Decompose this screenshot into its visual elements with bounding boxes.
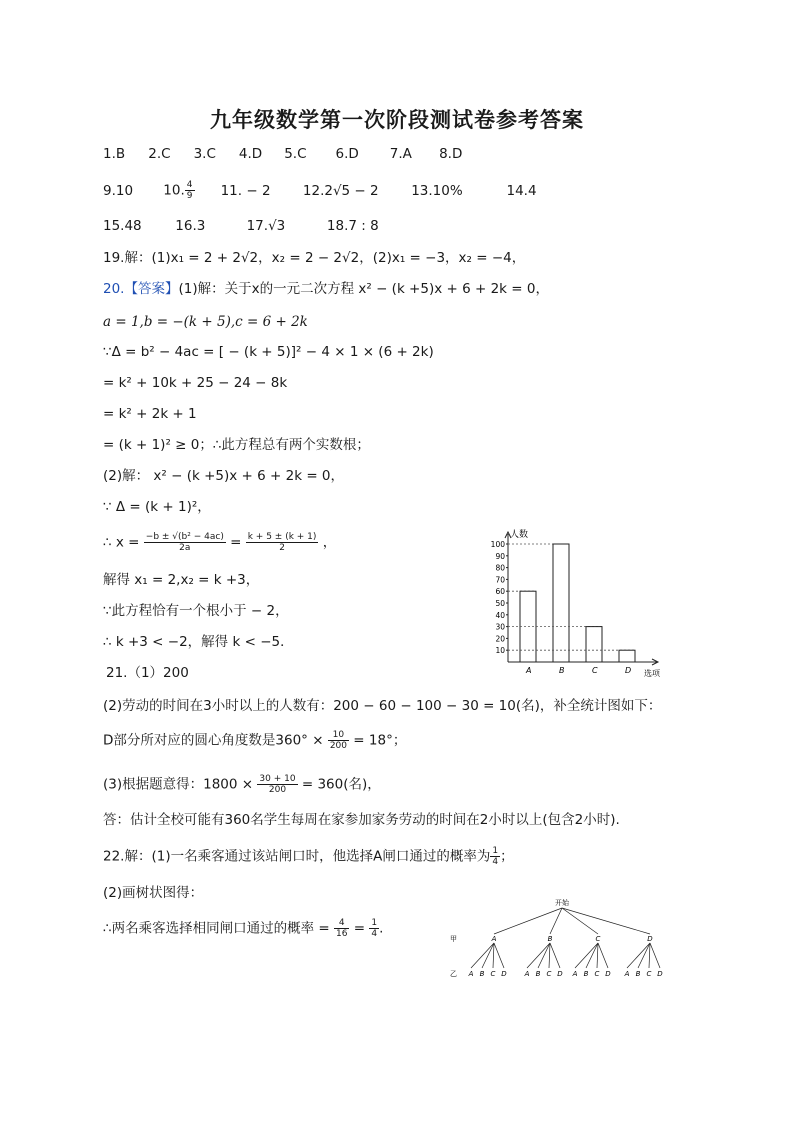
y-tick-label: 50 <box>495 599 505 608</box>
answer-7: 7.A <box>389 146 412 162</box>
bar <box>553 544 569 662</box>
q22-line-3-prefix: ∴两名乘客选择相同闸口通过的概率 = <box>103 920 330 937</box>
roots-fraction <box>246 532 319 553</box>
answer-13: 13.10% <box>411 182 463 199</box>
tree-node-level-1: C <box>595 935 601 943</box>
x-tick-label: D <box>625 666 632 675</box>
q20-line-4: = k² + 10k + 25 − 24 − 8k <box>103 375 288 391</box>
fraction-denominator: 9 <box>186 191 193 201</box>
answer-3: 3.C <box>193 146 216 162</box>
q21-line-3-prefix: D部分所对应的圆心角度数是360° × <box>103 732 324 749</box>
y-tick-label: 70 <box>495 575 505 585</box>
answer-16: 16.3 <box>175 218 206 234</box>
x-tick-label: A <box>526 666 532 675</box>
q21-line-3 <box>103 730 406 751</box>
fraction-numerator: 30 + 10 <box>259 774 296 784</box>
tree-branch <box>550 943 560 968</box>
tree-node-level-2: D <box>657 970 663 978</box>
fraction-denominator: 2a <box>179 543 191 553</box>
tree-node-level-2: B <box>583 970 589 978</box>
bar-chart <box>478 526 668 682</box>
q20-number: 20. <box>103 281 125 297</box>
tree-node-level-2: D <box>557 970 563 978</box>
answer-5: 5.C <box>284 146 307 162</box>
q20-line-11: ∵此方程恰有一个根小于 − 2， <box>103 603 289 619</box>
probability-fraction <box>490 846 500 867</box>
answer-14: 14.4 <box>506 182 537 199</box>
answer-11: 11. − 2 <box>220 182 271 199</box>
tree-branch <box>493 943 494 968</box>
y-tick-label: 60 <box>495 587 505 597</box>
bar <box>619 650 635 662</box>
choice-answers-row <box>103 145 469 163</box>
q20-line-5: = k² + 2k + 1 <box>103 406 197 422</box>
q21-line-3-suffix: = 18°； <box>353 732 407 749</box>
tree-node-level-1: B <box>547 935 553 943</box>
answer-8: 8.D <box>439 146 463 162</box>
y-tick-label: 20 <box>495 634 505 644</box>
tree-branch <box>650 943 660 968</box>
answer-4: 4.D <box>238 146 263 162</box>
q22-line-2: (2)画树状图得： <box>103 885 204 901</box>
tree-node-level-2: B <box>635 970 641 978</box>
q20-line-9 <box>103 532 336 553</box>
fraction-numerator: −b ± √(b² − 4ac) <box>145 532 224 542</box>
result-fraction-b <box>369 918 379 939</box>
q19-solution: 19.解：(1)x₁ = 2 + 2√2，x₂ = 2 − 2√2，(2)x₁ = −3，x₂ = −4， <box>103 250 526 266</box>
answer-6: 6.D <box>335 146 359 162</box>
estimate-fraction <box>257 774 297 795</box>
angle-fraction <box>328 730 349 751</box>
tree-node-level-1: A <box>491 935 497 943</box>
fraction-numerator: k + 5 ± (k + 1) <box>247 532 317 542</box>
q21-conclusion: 答：估计全校可能有360名学生每周在家参加家务劳动的时间在2小时以上(包含2小时). <box>103 812 620 828</box>
tree-branch <box>562 908 650 934</box>
q21-line-2: (2)劳动的时间在3小时以上的人数有：200 − 60 − 100 − 30 = 10(名)，补全统计图如下： <box>103 698 662 714</box>
tree-branch <box>549 943 550 968</box>
q21-line-4-prefix: (3)根据题意得：1800 × <box>103 776 254 793</box>
y-tick-label: 90 <box>495 551 505 561</box>
tree-node-level-2: D <box>605 970 611 978</box>
bar <box>586 627 602 662</box>
fraction-denominator: 2 <box>279 543 285 553</box>
answer-9: 9.10 <box>103 182 134 199</box>
q21-line-4 <box>103 774 381 795</box>
equals-sign: = <box>353 920 366 937</box>
y-tick-label: 10 <box>495 646 505 656</box>
q20-line-12: ∴ k +3 < −2，解得 k < −5． <box>103 634 294 650</box>
fraction-denominator: 200 <box>268 785 287 795</box>
fraction-denominator: 4 <box>371 929 378 939</box>
answer-1: 1.B <box>103 146 126 162</box>
q20-line-8: ∵ Δ = (k + 1)²， <box>103 499 211 515</box>
fill-answers-row-1 <box>103 180 556 201</box>
answer-12: 12.2√5 − 2 <box>302 182 379 199</box>
tree-node-level-2: A <box>524 970 530 978</box>
y-tick-label: 30 <box>495 622 505 632</box>
x-tick-label: B <box>559 666 565 675</box>
q22-line-1-suffix: ； <box>500 848 514 865</box>
tree-branch <box>527 943 550 968</box>
tree-branch <box>586 943 598 968</box>
q20-text: (1)解：关于x的一元二次方程 x² − (k +5)x + 6 + 2k = 0， <box>178 281 549 297</box>
fraction-numerator: 1 <box>492 846 499 856</box>
answer-2: 2.C <box>148 146 171 162</box>
tree-branch <box>627 943 650 968</box>
comma: ， <box>322 534 337 551</box>
tree-root: 开始 <box>555 899 569 907</box>
tree-branch <box>649 943 650 968</box>
y-tick-label: 40 <box>495 610 505 620</box>
tree-diagram <box>446 894 682 984</box>
answer-15: 15.48 <box>103 218 142 234</box>
tree-node-level-2: A <box>468 970 474 978</box>
tree-node-level-2: D <box>501 970 507 978</box>
fraction-numerator: 10 <box>328 730 349 741</box>
fraction-denominator: 200 <box>329 741 347 751</box>
q20-line-9-prefix: ∴ x = <box>103 534 140 551</box>
q22-line-3 <box>103 918 383 939</box>
q20-line-10: 解得 x₁ = 2,x₂ = k +3， <box>103 572 260 588</box>
q20-line-2: a = 1,b = −(k + 5),c = 6 + 2k <box>103 314 308 330</box>
answer-17: 17.√3 <box>246 218 286 234</box>
tree-branch <box>494 943 504 968</box>
tree-branch <box>562 908 598 934</box>
x-axis-label: 选项 <box>644 669 660 678</box>
tree-branch <box>597 943 598 968</box>
fraction-numerator: 4 <box>186 180 193 190</box>
q22-line-3-suffix: . <box>379 920 384 937</box>
tree-node-level-2: C <box>646 970 652 978</box>
answer-10-fraction <box>185 180 195 201</box>
quadratic-formula-fraction <box>144 532 226 553</box>
tree-branch <box>482 943 494 968</box>
tree-branch <box>598 943 608 968</box>
q21-line-4-suffix: = 360(名)， <box>301 776 381 793</box>
y-tick-label: 80 <box>495 563 505 573</box>
fraction-denominator: 16 <box>336 929 348 939</box>
tree-node-level-2: C <box>546 970 552 978</box>
tree-node-level-2: B <box>479 970 485 978</box>
q22-line-1 <box>103 846 514 867</box>
tree-level-1-label: 甲 <box>450 935 457 943</box>
equals-sign: = <box>230 534 242 551</box>
tree-branch <box>575 943 598 968</box>
answer-18: 18.7 : 8 <box>326 218 379 234</box>
y-axis-label: 人数 <box>510 530 529 540</box>
page-title: 九年级数学第一次阶段测试卷参考答案 <box>210 108 584 132</box>
fraction-numerator: 4 <box>334 918 349 929</box>
tree-branch <box>638 943 650 968</box>
answer-tag: 【答案】 <box>124 281 179 297</box>
answer-10-prefix: 10. <box>163 182 185 199</box>
tree-node-level-2: A <box>624 970 630 978</box>
fraction-denominator: 4 <box>492 857 499 867</box>
q20-line-1 <box>103 280 549 298</box>
y-tick-label: 100 <box>490 540 505 549</box>
tree-node-level-2: C <box>594 970 600 978</box>
fill-answers-row-2 <box>103 217 397 235</box>
q22-line-1-prefix: 22.解：(1)一名乘客通过该站闸口时，他选择A闸口通过的概率为 <box>103 848 491 865</box>
tree-level-2-label: 乙 <box>450 970 457 978</box>
q20-line-7: (2)解： x² − (k +5)x + 6 + 2k = 0， <box>103 468 345 484</box>
tree-node-level-1: D <box>647 935 653 943</box>
fraction-numerator: 1 <box>371 918 378 928</box>
q20-line-3: ∵Δ = b² − 4ac = [ − (k + 5)]² − 4 × 1 × (6 + 2k) <box>103 344 434 360</box>
tree-branch <box>471 943 494 968</box>
q20-line-6: = (k + 1)² ≥ 0；∴此方程总有两个实数根； <box>103 437 370 453</box>
q21-line-1: 21.（1）200 <box>106 665 189 681</box>
tree-node-level-2: C <box>490 970 496 978</box>
tree-branch <box>538 943 550 968</box>
tree-node-level-2: A <box>572 970 578 978</box>
x-tick-label: C <box>592 666 598 675</box>
answer-10 <box>163 180 216 201</box>
tree-node-level-2: B <box>535 970 541 978</box>
result-fraction-a <box>334 918 349 939</box>
